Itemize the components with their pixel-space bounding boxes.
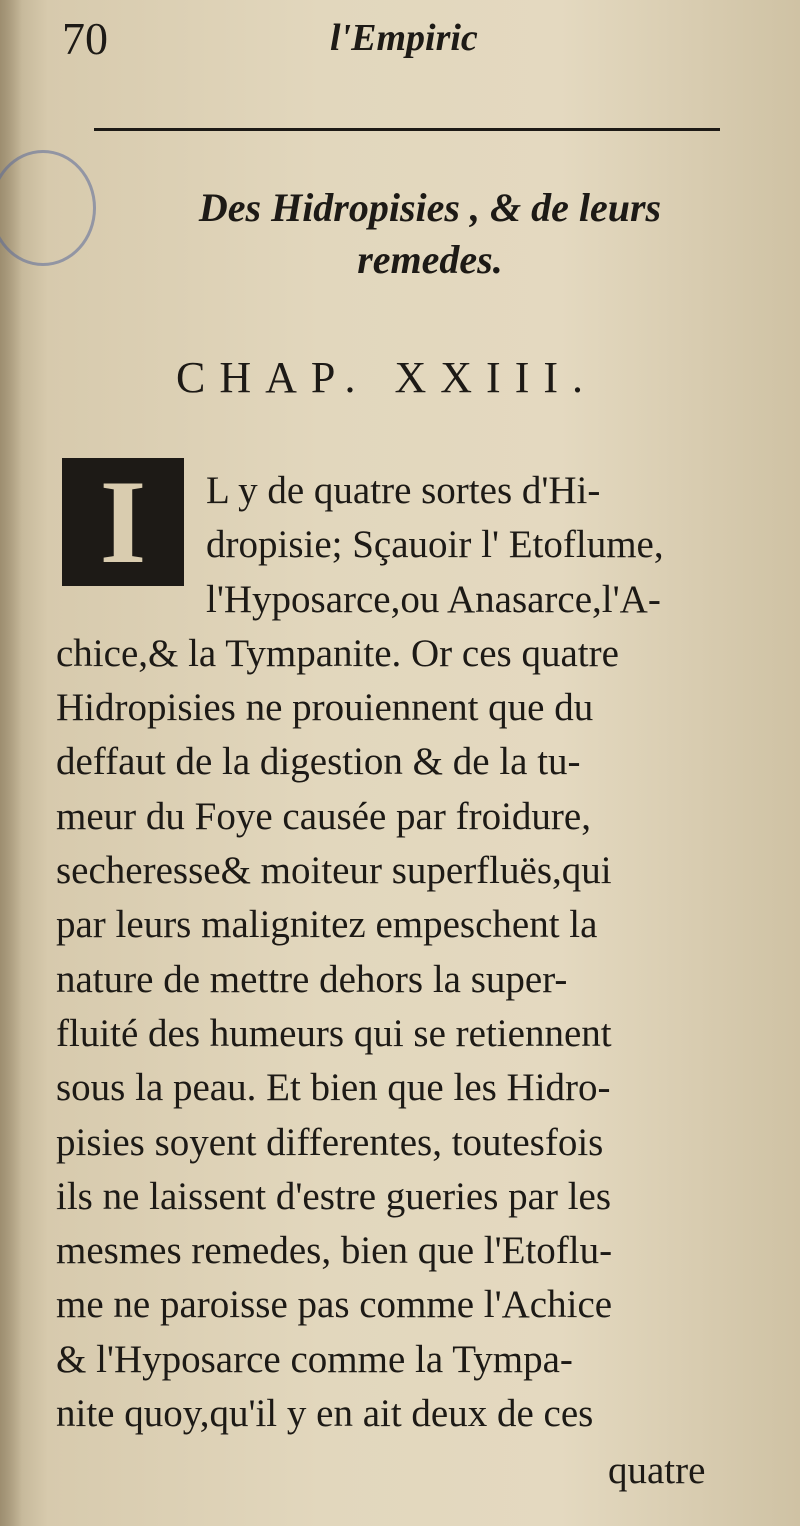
chapter-heading: CHAP. XXIII. xyxy=(176,353,597,402)
text-line: me ne paroisse pas comme l'Achice xyxy=(56,1283,613,1327)
page-number: 70 xyxy=(62,13,108,64)
section-title xyxy=(150,182,710,286)
text-line: fluité des humeurs qui se retiennent xyxy=(56,1011,612,1055)
section-title-line-2: remedes. xyxy=(357,237,503,282)
body-text xyxy=(56,464,764,1441)
text-line: & l'Hyposarce comme la Tympa- xyxy=(56,1337,573,1381)
catchword: quatre xyxy=(608,1449,706,1492)
header-rule xyxy=(94,128,720,131)
text-line: L y de quatre sortes d'Hi- xyxy=(206,469,601,512)
text-line: meur du Foye causée par froidure, xyxy=(56,794,591,838)
text-line: deffaut de la digestion & de la tu- xyxy=(56,740,581,784)
section-title-line-1: Des Hidropisies , & de leurs xyxy=(198,185,662,230)
text-line: Hidropisies ne prouiennent que du xyxy=(56,686,594,730)
text-line: dropisie; Sçauoir l' Etoflume, xyxy=(206,523,664,567)
text-line: secheresse& moiteur superfluës,qui xyxy=(56,849,612,893)
text-line: sous la peau. Et bien que les Hidro- xyxy=(56,1066,611,1110)
text-line: chice,& la Tympanite. Or ces quatre xyxy=(56,631,619,675)
text-line: pisies soyent differentes, toutesfois xyxy=(56,1120,604,1164)
text-line: ils ne laissent d'estre gueries par les xyxy=(56,1174,612,1218)
text-line: nature de mettre dehors la super- xyxy=(56,957,568,1001)
text-line: mesmes remedes, bien que l'Etoflu- xyxy=(56,1229,613,1273)
drop-cap-initial: I xyxy=(62,458,184,586)
running-head: l'Empiric xyxy=(330,17,478,59)
text-line: nite quoy,qu'il y en ait deux de ces xyxy=(56,1392,594,1436)
text-line: par leurs malignitez empeschent la xyxy=(56,903,598,947)
library-stamp-icon xyxy=(0,150,96,266)
text-line: l'Hyposarce,ou Anasarce,l'A- xyxy=(206,577,661,621)
